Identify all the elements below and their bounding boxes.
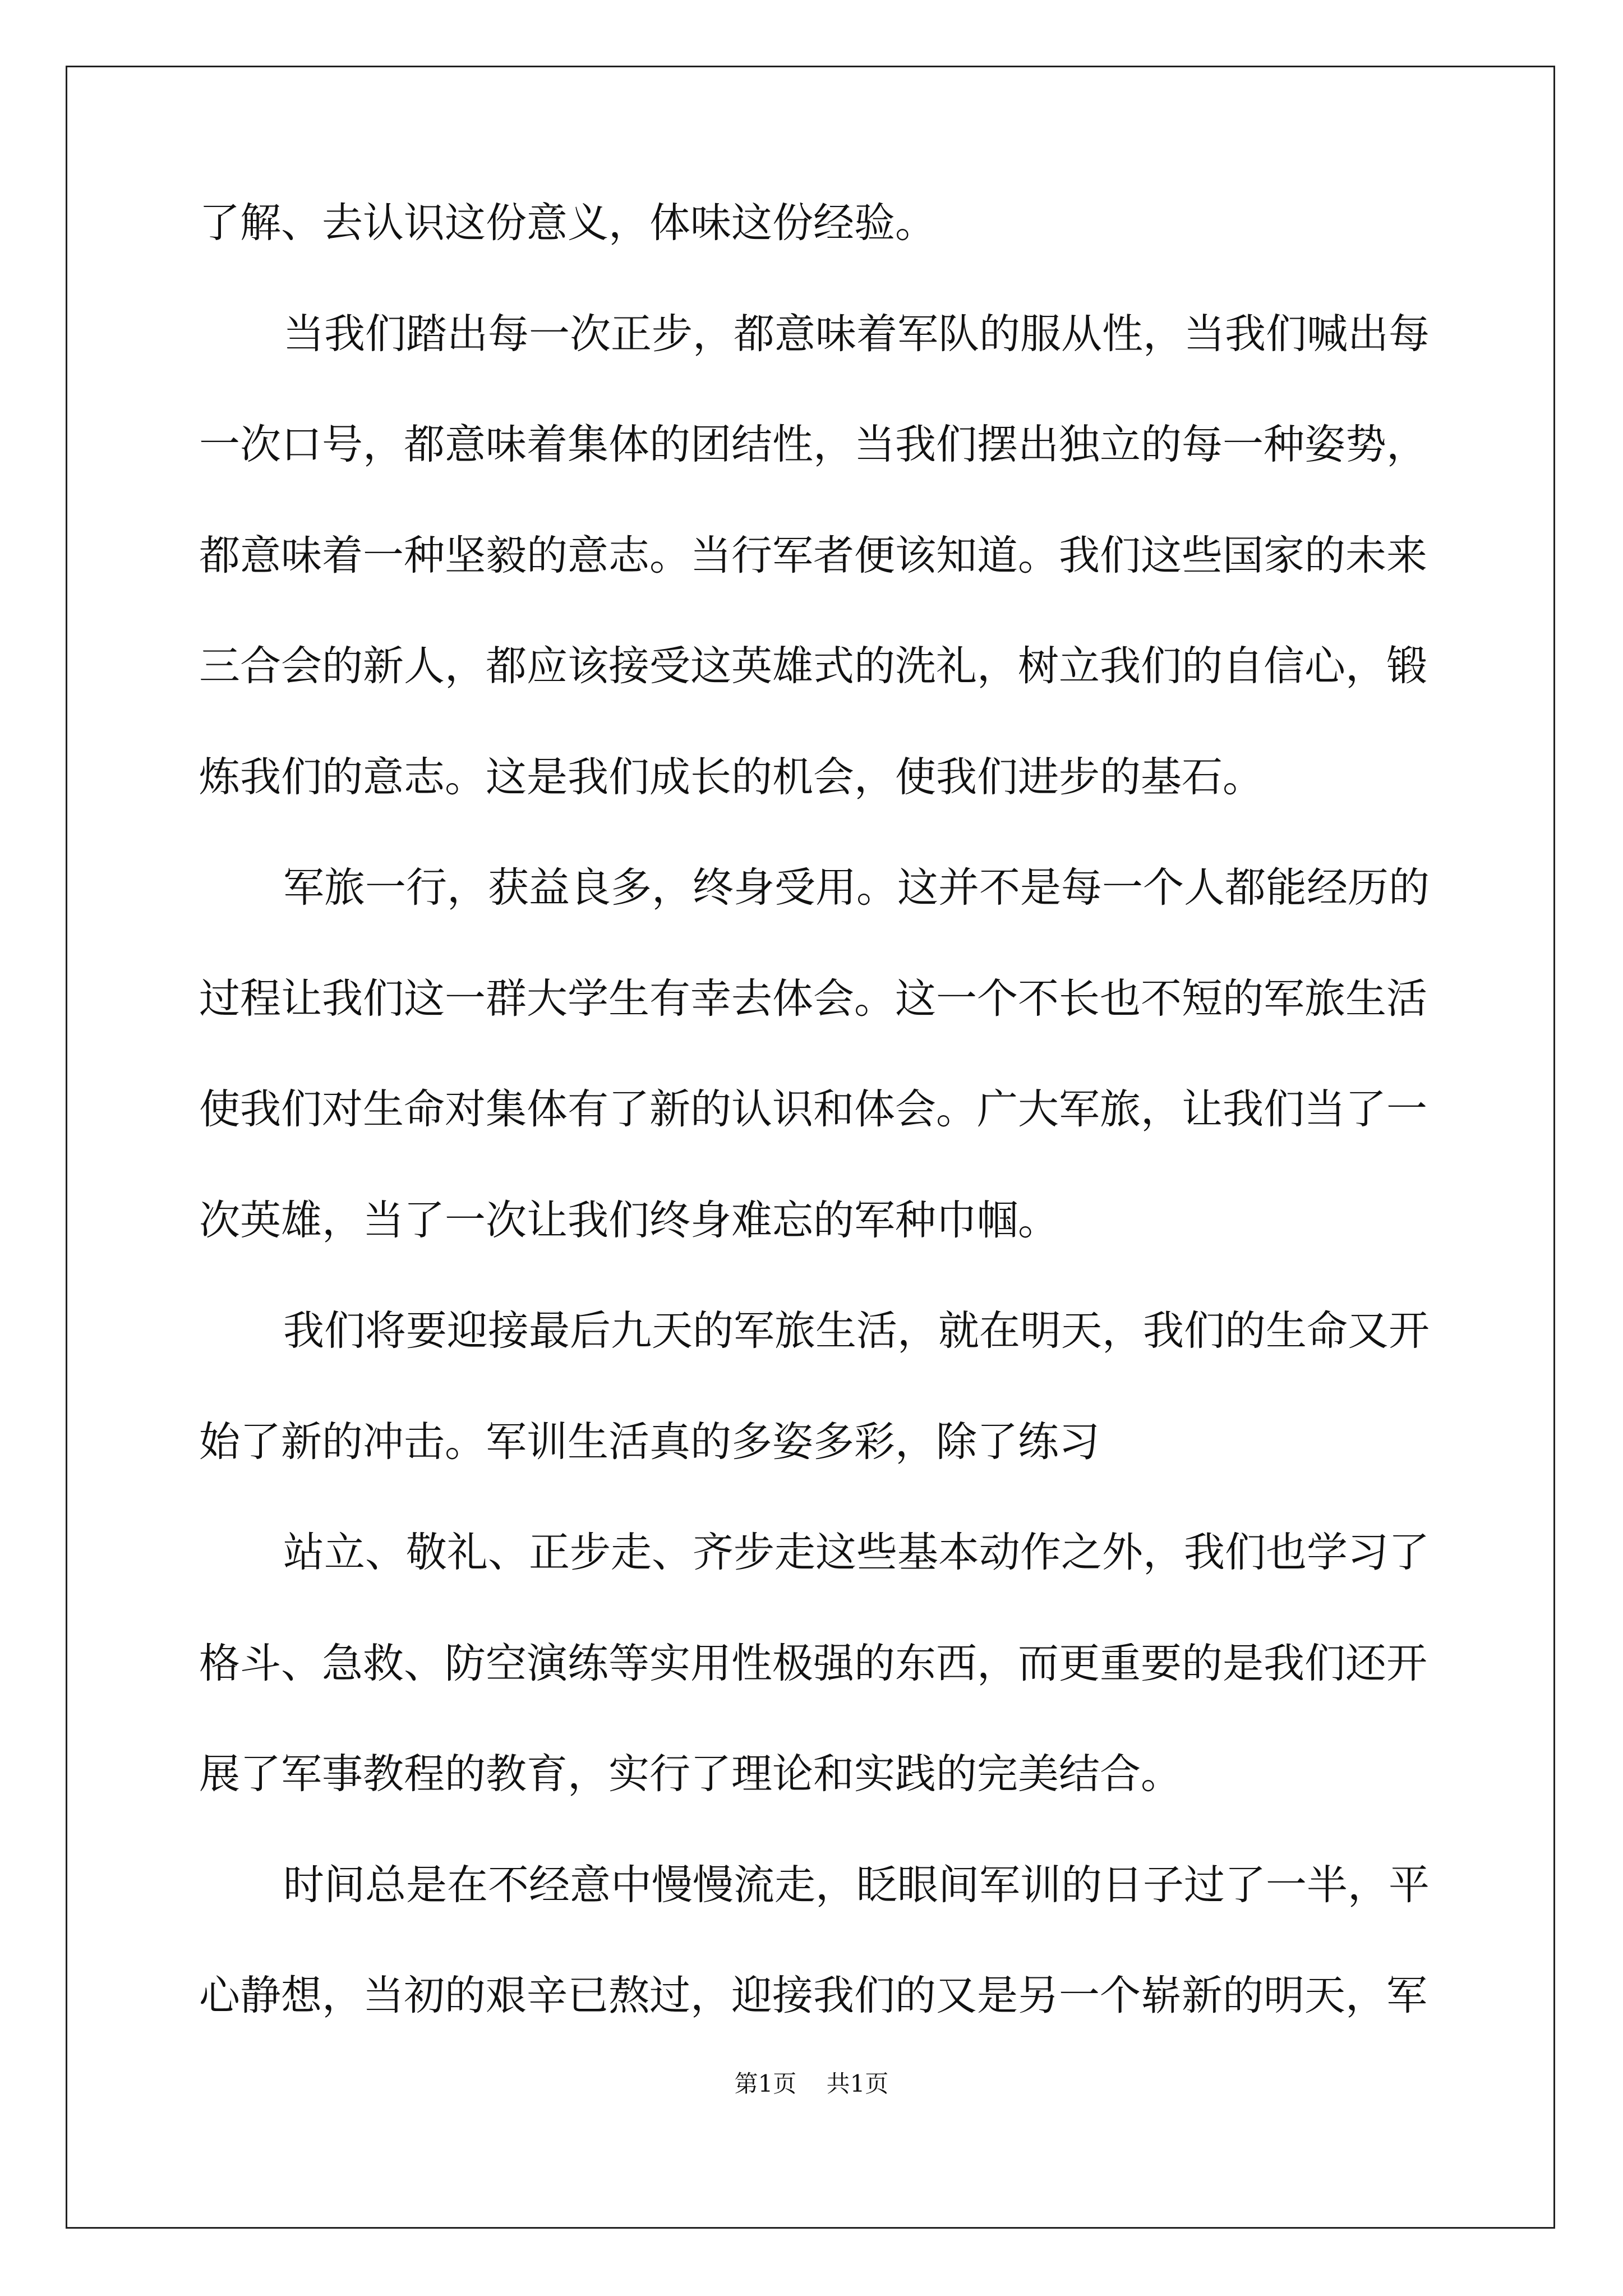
text-line: 当我们踏出每一次正步，都意味着军队的服从性，当我们喊出每: [283, 310, 1430, 358]
text-line: 始了新的冲击。军训生活真的多姿多彩，除了练习: [199, 1418, 1100, 1466]
text-line: 站立、敬礼、正步走、齐步走这些基本动作之外，我们也学习了: [283, 1529, 1430, 1576]
text-line: 我们将要迎接最后九天的军旅生活，就在明天，我们的生命又开: [283, 1307, 1430, 1355]
text-line: 三合会的新人，都应该接受这英雄式的洗礼，树立我们的自信心，锻: [199, 642, 1427, 690]
text-line: 都意味着一种坚毅的意志。当行军者便该知道。我们这些国家的未来: [199, 531, 1427, 579]
text-line: 心静想，当初的艰辛已熬过，迎接我们的又是另一个崭新的明天，军: [199, 1972, 1427, 2019]
page-number: 第1页: [734, 2070, 797, 2097]
text-line: 次英雄，当了一次让我们终身难忘的军种巾帼。: [199, 1196, 1059, 1244]
text-line: 一次口号，都意味着集体的团结性，当我们摆出独立的每一种姿势，: [199, 421, 1427, 468]
text-line: 了解、去认识这份意义，体味这份经验。: [199, 199, 936, 247]
text-line: 炼我们的意志。这是我们成长的机会，使我们进步的基石。: [199, 753, 1264, 801]
text-line: 展了军事教程的教育，实行了理论和实践的完美结合。: [199, 1750, 1182, 1798]
text-line: 过程让我们这一群大学生有幸去体会。这一个不长也不短的军旅生活: [199, 974, 1427, 1023]
text-line: 使我们对生命对集体有了新的认识和体会。广大军旅，让我们当了一: [199, 1085, 1427, 1133]
text-line: 军旅一行，获益良多，终身受用。这并不是每一个人都能经历的: [283, 864, 1430, 912]
page-total: 共1页: [826, 2070, 889, 2097]
text-line: 格斗、急救、防空演练等实用性极强的东西，而更重要的是我们还开: [199, 1639, 1427, 1687]
text-line: 时间总是在不经意中慢慢流走，眨眼间军训的日子过了一半，平: [283, 1861, 1430, 1909]
page-footer: [0, 2067, 1623, 2101]
